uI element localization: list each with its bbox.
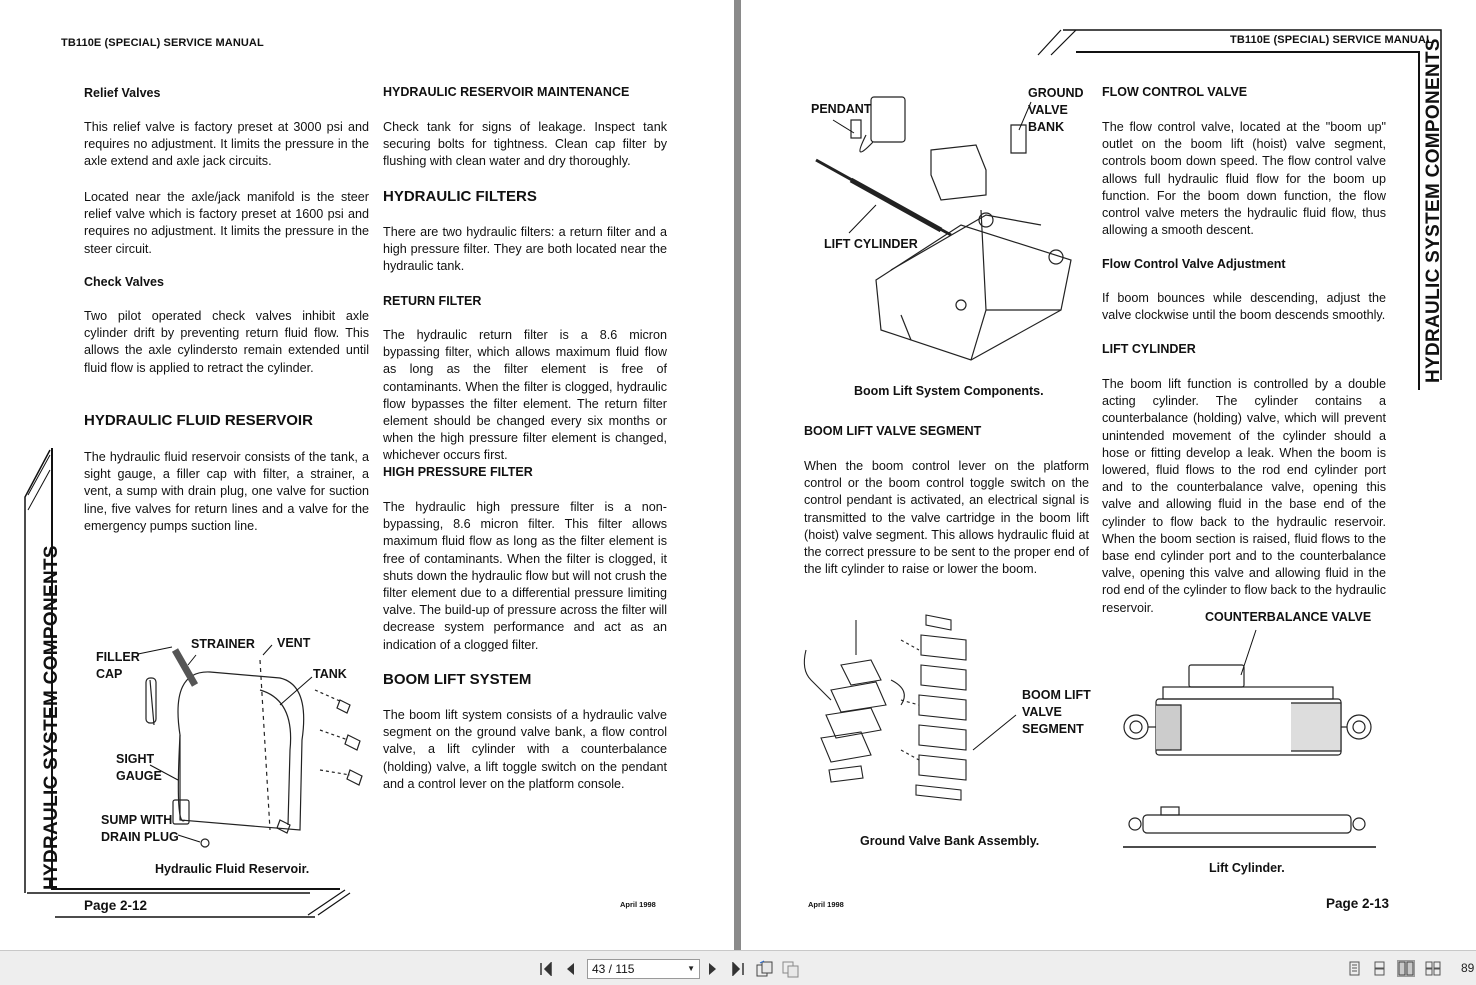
boom-lift-system-paragraph: The boom lift system consists of a hydraulic valve segment on the ground valve bank, a flow control valve, a lift cylinder with a counterbalance (holding) valve, a lift toggle switch on the pendant and a control lever on the platform console. <box>383 708 667 791</box>
boom-lift-system-heading: BOOM LIFT SYSTEM <box>383 671 532 688</box>
next-page-icon[interactable] <box>706 960 720 978</box>
zoom-level[interactable]: 89 <box>1461 961 1475 975</box>
page-number: Page 2-13 <box>1326 896 1390 911</box>
right-page <box>741 0 1476 950</box>
filler-cap-label: FILLER CAP <box>96 650 140 681</box>
lift-cylinder-drawing <box>1121 625 1381 855</box>
page-number: Page 2-12 <box>84 898 148 913</box>
page-indicator: 43 / 115 <box>592 962 635 976</box>
sight-gauge-label: SIGHT GAUGE <box>116 752 162 783</box>
previous-page-icon[interactable] <box>563 960 577 978</box>
rotate-icon[interactable] <box>755 960 773 978</box>
reservoir-maintenance-paragraph: Check tank for signs of leakage. Inspect tank securing bolts for tightness. Clean cap filter by flushing with clean water and dry thoroughly. <box>383 120 667 169</box>
flow-control-adjustment-paragraph: If boom bounces while descending, adjust the valve clockwise until the boom descends smoothly. <box>1102 291 1386 323</box>
hydraulic-filters-paragraph: There are two hydraulic filters: a return filter and a high pressure filter. They are both located near the hydraulic tank. <box>383 225 667 274</box>
high-pressure-filter-heading: HIGH PRESSURE FILTER <box>383 465 533 479</box>
single-page-icon[interactable] <box>1345 960 1363 977</box>
viewer-toolbar <box>0 950 1476 985</box>
lift-cylinder-paragraph: The boom lift function is controlled by a double acting cylinder. The cylinder contains a counterbalance (holding) valve, which will prevent unintended movement of the cylinder should a hose or fitting develop a leak. When the boom is lowered, fluid flows to the rod end cylinder port and to the counterbalance valve, opening this valve and allowing fluid in the base end of the cylinder to flow back to the hydraulic reservoir. When the boom section is raised, fluid flows to the base end cylinder port and to the counterbalance valve, opening this valve and allowing fluid in the rod end of the cylinder to flow back to the hydraulic reservoir. <box>1102 377 1386 615</box>
check-valves-heading: Check Valves <box>84 275 164 289</box>
side-title: HYDRAULIC SYSTEM COMPONENTS <box>41 545 62 890</box>
rotate-alt-icon[interactable] <box>781 960 799 978</box>
reservoir-maintenance-heading: HYDRAULIC RESERVOIR MAINTENANCE <box>383 85 630 99</box>
flow-control-valve-paragraph: The flow control valve, located at the "boom up" outlet on the boom lift (hoist) valve segment, controls boom down speed. The flow control valve allows full hydraulic fluid flow for the boom up function. For the boom down function, the flow control valve meters the hydraulic fluid flow, thus allowing a smooth descent. <box>1102 120 1386 238</box>
left-page <box>0 0 734 950</box>
check-valves-paragraph: Two pilot operated check valves inhibit axle cylinder drift by preventing return fluid flow. This allows the axle cylindersto remain extended until fluid flow is applied to retract the cylinder. <box>84 309 369 375</box>
return-filter-paragraph: The hydraulic return filter is a 8.6 micron bypassing filter, which allows maximum fluid flow as long as the filter element is free of contaminants. When the filter is clogged, hydraulic flow bypasses the filter element. The return filter element should be changed every six months or when the high pressure filter element is changed, whichever occurs first. <box>383 328 667 463</box>
boom-lift-valve-segment-label: BOOM LIFT VALVE SEGMENT <box>1022 688 1091 736</box>
boom-lift-system-caption: Boom Lift System Components. <box>854 384 1044 398</box>
boom-lift-valve-segment-heading: BOOM LIFT VALVE SEGMENT <box>804 424 982 438</box>
last-page-icon[interactable] <box>730 960 746 978</box>
lift-cylinder-label: LIFT CYLINDER <box>824 237 918 251</box>
ground-valve-bank-drawing <box>801 610 1031 810</box>
page-date: April 1998 <box>808 900 844 909</box>
two-page-continuous-icon[interactable] <box>1424 960 1442 977</box>
counterbalance-valve-label: COUNTERBALANCE VALVE <box>1205 610 1372 624</box>
boom-lift-valve-segment-paragraph: When the boom control lever on the platform control or the boom control toggle switch on the control pendant is activated, an electrical signal is transmitted to the valve cartridge in the boom lift (hoist) valve segment. This allows hydraulic fluid at the correct pressure to be sent to the proper end of the lift cylinder to raise or lower the boom. <box>804 459 1089 577</box>
ground-valve-bank-label: GROUND VALVE BANK <box>1028 86 1084 134</box>
relief-valves-heading: Relief Valves <box>84 86 161 100</box>
page-date: April 1998 <box>620 900 656 909</box>
first-page-icon[interactable] <box>538 960 554 978</box>
lift-cylinder-heading: LIFT CYLINDER <box>1102 342 1196 356</box>
two-page-icon[interactable] <box>1397 960 1415 977</box>
flow-control-adjustment-heading: Flow Control Valve Adjustment <box>1102 257 1286 271</box>
page-header: TB110E (SPECIAL) SERVICE MANUAL <box>61 37 264 49</box>
relief-valves-paragraph-2: Located near the axle/jack manifold is the steer relief valve which is factory preset at 1600 psi and requires no adjustment. It limits the pressure in the steer circuit. <box>84 190 369 256</box>
lift-cylinder-caption: Lift Cylinder. <box>1209 861 1285 875</box>
page-number-input[interactable] <box>587 959 700 979</box>
hydraulic-filters-heading: HYDRAULIC FILTERS <box>383 188 537 205</box>
reservoir-heading: HYDRAULIC FLUID RESERVOIR <box>84 412 313 429</box>
ground-valve-bank-caption: Ground Valve Bank Assembly. <box>860 834 1040 848</box>
relief-valves-paragraph-1: This relief valve is factory preset at 3000 psi and requires no adjustment. It limits the pressure in the axle extend and axle jack circuits. <box>84 120 369 169</box>
reservoir-caption: Hydraulic Fluid Reservoir. <box>155 862 310 876</box>
vent-label: VENT <box>277 636 311 650</box>
pendant-label: PENDANT <box>811 102 872 116</box>
tank-label: TANK <box>313 667 347 681</box>
sump-drain-plug-label: SUMP WITH DRAIN PLUG <box>101 813 179 844</box>
high-pressure-filter-paragraph: The hydraulic high pressure filter is a non-bypassing, 8.6 micron filter. This filter allows maximum fluid flow as long as the filter element is free of contaminants. When the filter is clogged, it shuts down the hydraulic flow but will not crush the filter element due to a differential pressure limiting valve. The build-up of pressure across the filter will decrease system performance and act as an indication of a clogged filter. <box>383 500 667 652</box>
side-title: HYDRAULIC SYSTEM COMPONENTS <box>1423 38 1444 383</box>
flow-control-valve-heading: FLOW CONTROL VALVE <box>1102 85 1248 99</box>
page-header: TB110E (SPECIAL) SERVICE MANUAL <box>1230 34 1433 46</box>
reservoir-paragraph: The hydraulic fluid reservoir consists of the tank, a sight gauge, a filler cap with filter, a strainer, a vent, a sump with drain plug, one valve for suction line, five valves for return lines and a valve for the emergency pumps suction line. <box>84 450 369 533</box>
chevron-down-icon: ▼ <box>687 964 695 973</box>
return-filter-heading: RETURN FILTER <box>383 294 482 308</box>
strainer-label: STRAINER <box>191 637 255 651</box>
continuous-icon[interactable] <box>1370 960 1388 977</box>
